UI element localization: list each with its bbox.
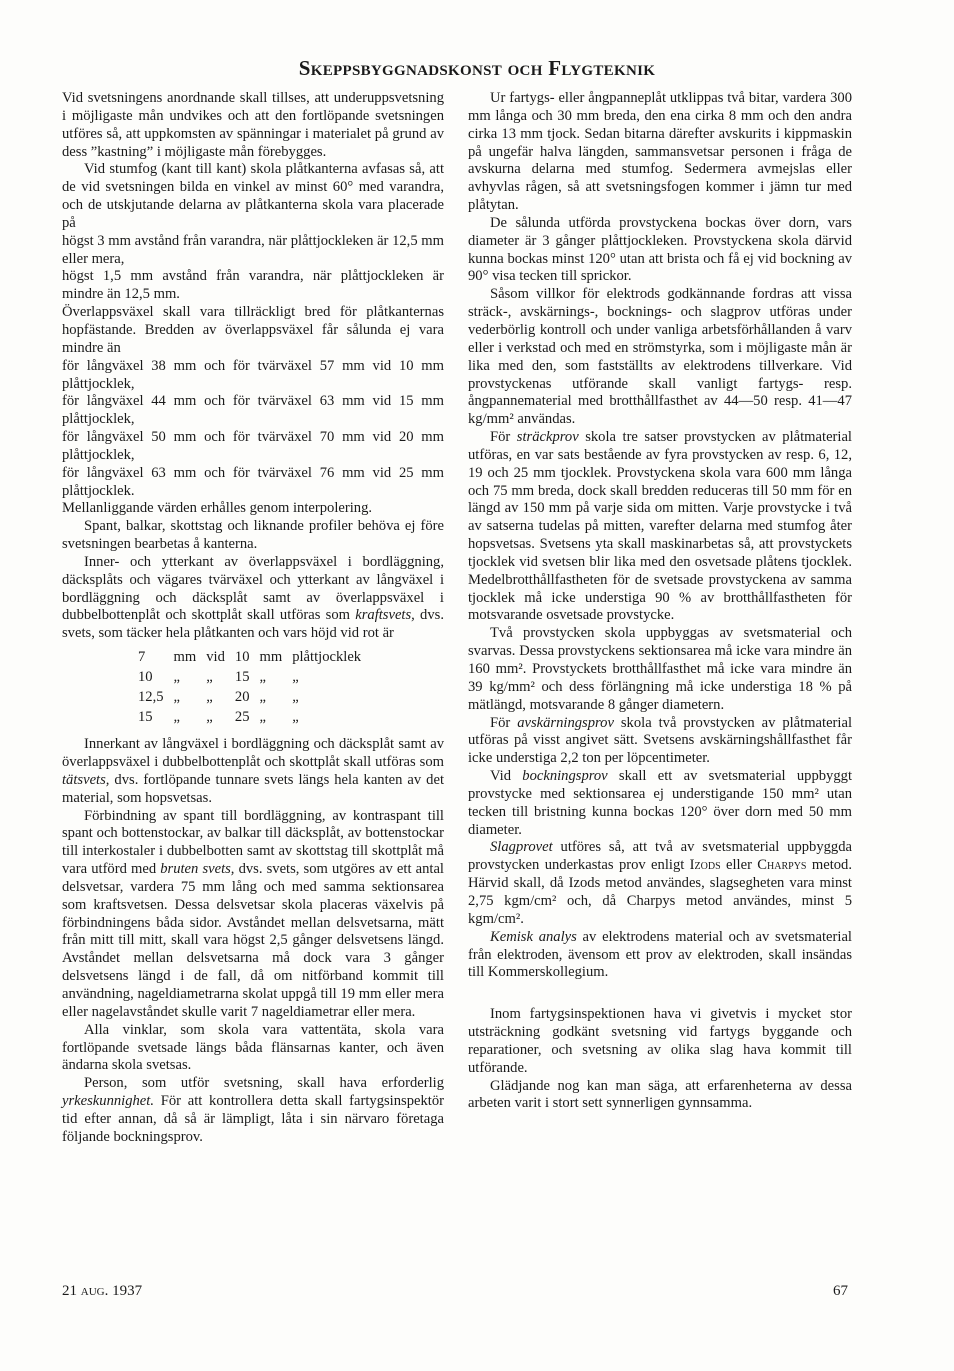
paragraph: högst 1,5 mm avstånd från varandra, när plåttjockleken är mindre än 12,5 mm. — [62, 268, 444, 303]
paragraph: Glädjande nog kan man säga, att erfarenheterna av dessa arbeten varit i stort sett synnerligen gynnsamma. — [468, 1077, 852, 1112]
left-column — [62, 90, 444, 1147]
paragraph: De sålunda utförda provstyckena bockas över dorn, vars diameter är 3 gånger plåttjockleken. Provstyckena skola därvid kunna bockas minst 120° utan att brista och få ej vid bockning av 90° visa tecken till sprickor. — [468, 214, 852, 285]
paragraph: Alla vinklar, som skola vara vattentäta, skola vara fortlöpande svetsade längs båda flänsarnas kanter, och även ändarna skola svetsas. — [62, 1021, 444, 1074]
paragraph: för långväxel 50 mm och för tvärväxel 70 mm vid 20 mm plåttjocklek, — [62, 429, 444, 463]
right-column — [468, 90, 852, 1113]
paragraph: Spant, balkar, skottstag och liknande profiler behöva ej före svetsningen bearbetas å kanterna. — [62, 518, 444, 553]
issue-date: 21 aug. 1937 — [62, 1283, 143, 1299]
paragraph: för långväxel 38 mm och för tvärväxel 57 mm vid 10 mm plåttjocklek, — [62, 357, 444, 392]
paragraph: Inner- och ytterkant av överlappsväxel i bordläggning, däcksplåts och vägares tvärväxel och ytterkant av långväxel i bordläggning och däcksplåt samt av överlappsväxel i dubbelbottenplåt och skottplåt skall utföras som kraftsvets, dvs. svets, som täcker hela plåtkanten och vars höjd vid rot är — [62, 553, 444, 642]
paragraph: Vid bockningsprov skall ett av svetsmaterial uppbyggt provstycke med sektionsarea ej understigande 150 mm² utan tecken till bristning kunna bockas 120° över dorn med 50 mm diameter. — [468, 768, 852, 838]
table-row: 15 „ „ 25 „ „ — [138, 709, 299, 726]
paragraph: Kemisk analys av elektrodens material och av svetsmaterial från elektroden, ävensom ett prov av elektroden, skall insändas till Kommerskollegium. — [468, 928, 852, 981]
paragraph: Vid svetsningens anordnande skall tillses, att underuppsvetsning i möjligaste mån undvikes och att den fortlöpande svetsningen utföres så, att uppkomsten av spänningar i materialet på grund av dess ”kastning” i möjligaste mån förebygges. — [62, 90, 444, 160]
paragraph: Person, som utför svetsning, skall hava erforderlig yrkeskunnighet. För att kontrollera detta skall fartygsinspektör tid efter annan, då så är lämpligt, låta i sin närvaro företaga följande bockningsprov. — [62, 1075, 444, 1145]
paragraph: Förbindning av spant till bordläggning, av kontraspant till spant och bottenstockar, av balkar till däcksplåt, av bottenstockar till interkostaler i dubbelbotten samt av skottstag till skottplåt må vara utförd med bruten svets, dvs. svets, som utgöres av ett antal delsvetsar, vardera 75 mm lång och med samma sektionsarea som kraftsvetsen. Dessa delsvetsar skola placeras växelvis på förbindningens båda sidor. Avståndet mellan delsvetsarna, mätt från mitt till mitt, skall vara högst 2,5 gånger delsvetsens längd. Avståndet mellan delsvetsarna må dock vara 3 gånger delsvetsens längd i de fall, då om nitförband kommit till användning, nageldiametrarna skolat uppgå till 19 mm eller mera eller nagelavståndet skulle varit 7 nageldiametrar eller mera. — [62, 807, 444, 1020]
paragraph: Inom fartygsinspektionen hava vi givetvis i mycket stor utsträckning godkänt svetsning vid fartygs byggande och reparationer, och svetsning av olika slag hava kommit till utförande. — [468, 1006, 852, 1076]
paragraph: Två provstycken skola uppbyggas av svetsmaterial och svarvas. Dessa provstyckens sektionsarea må icke vara mindre än 160 mm². Provstyckets brotthållfasthet må icke vara mindre än 39 kg/mm² och dess förlängning må icke understiga 18 % på mätlängd, motsvarande 8 gånger diametern. — [468, 625, 852, 713]
paragraph: högst 3 mm avstånd från varandra, när plåttjockleken är 12,5 mm eller mera, — [62, 232, 444, 267]
thickness-table — [132, 646, 367, 728]
paragraph: Innerkant av långväxel i bordläggning och däcksplåt samt av överlappsväxel i dubbelbottenplåt och skottplåt skall utföras som tätsvets, dvs. fortlöpande tunnare svets längs hela kanten av det material, som hopsvetsas. — [62, 736, 444, 806]
paragraph: För avskärningsprov skola två provstycken av plåtmaterial utföras på visst angivet sätt. Svetsens avskärningshållfasthet får icke understiga 2,2 ton per löpcentimeter. — [468, 714, 853, 767]
page-title: Skeppsbyggnadskonst och Flygteknik — [298, 56, 656, 80]
table-row: 10 „ „ 15 „ „ — [138, 669, 299, 686]
paragraph: Ur fartygs- eller ångpanneplåt utklippas två bitar, vardera 300 mm långa och 30 mm breda, den ena cirka 8 mm och den andra cirka 13 mm tjock. Sedan bitarna därefter avskurits i kippmaskin på ungefär halva längden, sammansvetsar personen i fråga de avskurna delarna med stumfog. Sedermera avmejslas eller avhyvlas rågen, så att svetsningsfogen kommer i jämn tur med plåtytan. — [468, 90, 852, 214]
table-row: 12,5 „ „ 20 „ „ — [138, 689, 299, 706]
paragraph: för långväxel 44 mm och för tvärväxel 63 mm vid 15 mm plåttjocklek, — [62, 393, 444, 428]
paragraph: Vid stumfog (kant till kant) skola plåtkanterna avfasas så, att de vid svetsningen bilda en vinkel av minst 60° med varandra, och de utskjutande delarna av plåtkanterna skola vara placerade på — [62, 161, 444, 231]
table-row: 7 mm vid 10 mm plåttjocklek — [138, 649, 362, 666]
paragraph: Slagprovet utföres så, att två av svetsmaterial uppbyggda provstycken underkastas prov enligt Izods eller Charpys metod. Härvid skall, då Izods metod användes, slagsegheten vara minst 2,75 kgm/cm² och, då Charpys metod användes, minst 5 kgm/cm². — [468, 839, 852, 927]
paragraph: Såsom villkor för elektrods godkännande fordras att vissa sträck-, avskärnings-, bocknings- och slagprov utföras under vederbörlig kontroll och under vanliga arbetsförhållanden å varv eller i verkstad och med en strömstyrka, som i möjligaste mån är lika med den, som fastställts av elektrodens tillverkare. Vid provstyckenas utförande skall vanligt fartygs- resp. ångpannematerial med brotthållfasthet av 44—50 resp. 41—47 kg/mm² användas. — [468, 286, 852, 428]
paragraph: För sträckprov skola tre satser provstycken av plåtmaterial utföras, en var sats bestående av fyra provstycken av resp. 6, 12, 19 och 25 mm tjocklek. Provstyckena skola vara 600 mm långa och 75 mm breda, dock skall bredden reduceras till 50 mm för en längd av 150 mm på varje sida om mitten. Varje provstycke i två av satserna tudelas på mitten, varefter delarna med stumfog åter hopsvetsas. Svetsens yta skall maskinarbetas så, att provstyckets tjocklek vid svetsen blir lika med den osvetsade plåtens tjocklek. Medelbrotthållfastheten för de svetsade provstyckena av samma tjocklek må icke understiga 90 % av brotthållfastheten för motsvarande osvetsade provstycke. — [468, 429, 852, 624]
paragraph: Mellanliggande värden erhålles genom interpolering. — [62, 500, 373, 517]
paragraph: för långväxel 63 mm och för tvärväxel 76 mm vid 25 mm plåttjocklek. — [62, 464, 444, 499]
page-number: 67 — [833, 1283, 848, 1299]
paragraph: Överlappsväxel skall vara tillräckligt bred för plåtkanternas hopfästande. Bredden av överlappsväxel får sålunda ej vara mindre än — [62, 304, 444, 356]
spacer — [468, 982, 852, 1006]
